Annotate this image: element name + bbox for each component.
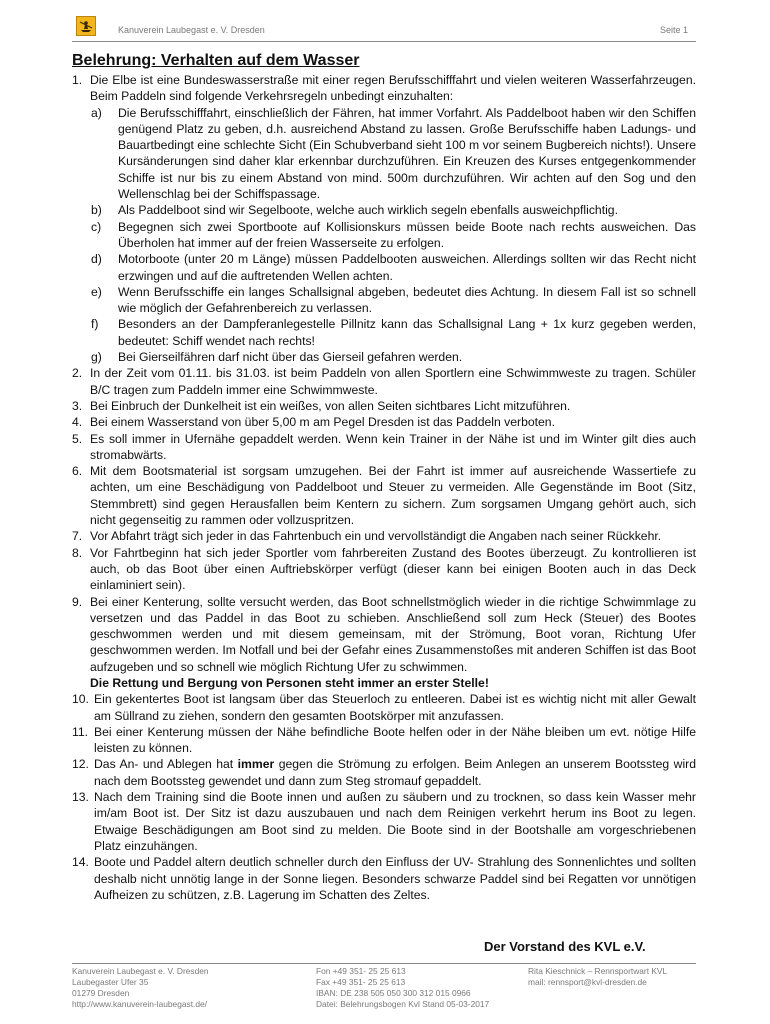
item-text: Die Elbe ist eine Bundeswasserstraße mit einer regen Berufsschifffahrt und vielen weiteren Wasserfahrzeugen. Beim Paddeln sind folgende Verkehrsregeln unbedingt einzuhalten: xyxy=(90,73,696,104)
item-number: 12. xyxy=(72,757,89,772)
list-item xyxy=(72,398,696,414)
sub-item xyxy=(90,202,696,218)
item-number: 8. xyxy=(72,545,83,560)
signature: Der Vorstand des KVL e.V. xyxy=(484,939,646,954)
item-text: Mit dem Bootsmaterial ist sorgsam umzugehen. Bei der Fahrt ist immer auf ausreichende Wassertiefe zu achten, um eine Beschädigung von Paddelboot und Steuer zu vermeiden. Alle Gegenstände im Boot (Sitz, Stemmbrett) sind gegen Herausfallen beim Kentern zu sichern. Zum sorgsamen Umgang gehört auch, sich nicht gegenseitig zu rammen oder vollzuspritzen. xyxy=(90,464,696,528)
sub-letter: e) xyxy=(91,284,102,299)
item-number: 3. xyxy=(72,398,83,413)
list-item xyxy=(72,463,696,528)
sub-item xyxy=(90,105,696,203)
footer-divider xyxy=(72,963,696,964)
list-item xyxy=(72,724,696,757)
footer-line: Kanuverein Laubegast e. V. Dresden xyxy=(72,966,209,976)
list-item xyxy=(72,72,696,365)
sub-text: Als Paddelboot sind wir Segelboote, welche auch wirklich segeln ebenfalls ausweichpflichtig. xyxy=(118,203,618,218)
sub-letter: c) xyxy=(91,219,102,234)
sub-text: Wenn Berufsschiffe ein langes Schallsignal abgeben, bedeutet dies Achtung. In diesem Fall ist so schnell wie möglich der Gefahrenbereich zu verlassen. xyxy=(118,284,696,316)
kvl-logo-icon xyxy=(76,16,96,36)
item-number: 9. xyxy=(72,594,83,609)
list-item xyxy=(72,365,696,398)
footer-line: Fax +49 351- 25 25 613 xyxy=(316,977,406,987)
sub-text: Bei Gierseilfähren darf nicht über das Gierseil gefahren werden. xyxy=(118,350,463,365)
item-text: Bei Einbruch der Dunkelheit ist ein weißes, von allen Seiten sichtbares Licht mitzuführen. xyxy=(90,398,571,413)
page-number: Seite 1 xyxy=(659,25,688,35)
item-text: Boote und Paddel altern deutlich schneller durch den Einfluss der UV- Strahlung des Sonnenlichtes und sollten deshalb nicht unnötig lange in der Sonne liegen. Besonders schwarze Paddel sind bei Regatten vor unnötigen Aufheizen zu schützen, z.B. Lagerung im Schatten des Zeltes. xyxy=(94,855,696,902)
item-number: 14. xyxy=(72,855,89,870)
footer-line: 01279 Dresden xyxy=(72,988,130,998)
item-emphasis: immer xyxy=(237,757,275,772)
footer-email-link[interactable]: mail: rennsport@kvl-dresden.de xyxy=(528,977,647,987)
item-emphasis: Die Rettung und Bergung von Personen steht immer an erster Stelle! xyxy=(90,675,489,690)
sub-text: Begegnen sich zwei Sportboote auf Kollisionskurs müssen beide Boote nach rechts ausweichen. Das Überholen hat immer auf der freien Wasserseite zu erfolgen. xyxy=(118,219,696,250)
item-number: 5. xyxy=(72,431,83,446)
item-text: In der Zeit vom 01.11. bis 31.03. ist beim Paddeln von allen Sportlern eine Schwimmweste zu tragen. Schüler B/C tragen zum Paddeln immer eine Schwimmweste. xyxy=(90,366,696,397)
item-text: Bei einer Kenterung, sollte versucht werden, das Boot schnellstmöglich wieder in die richtige Schwimmlage zu versetzen und das Paddel in das Boot zu schieben. Anschließend soll zum Heck (Steuer) des Bootes geschwommen werden und mit diesem gemeinsam, mit der Strömung, Boot voran, Richtung Ufer geschwommen werden. Im Notfall und bei der Gefahr eines Zusammenstoßes mit anderen Schiffen ist das Boot aufzugeben und so schnell wie möglich Richtung Ufer zu schwimmen. xyxy=(90,594,696,674)
sub-item xyxy=(90,251,696,284)
item-text: Vor Abfahrt trägt sich jeder in das Fahrtenbuch ein und vervollständigt die Angaben nach seiner Rückkehr. xyxy=(90,529,662,544)
item-number: 6. xyxy=(72,464,83,479)
item-number: 4. xyxy=(72,415,83,430)
list-item xyxy=(72,789,696,854)
list-item xyxy=(72,594,696,692)
footer-address xyxy=(72,966,209,1010)
sub-item xyxy=(90,316,696,349)
item-text: Vor Fahrtbeginn hat sich jeder Sportler vom fahrbereiten Zustand des Bootes überzeugt. Zu kontrollieren ist auch, ob das Boot über einen Auftriebskörper verfügt (dieser kann bei einigen Booten auch in das Deck einlaminiert sein). xyxy=(90,545,696,593)
list-item xyxy=(72,431,696,464)
rules-list xyxy=(72,72,696,903)
sub-item xyxy=(90,284,696,317)
list-item xyxy=(72,528,696,544)
sub-letter: g) xyxy=(91,350,102,365)
header-org: Kanuverein Laubegast e. V. Dresden xyxy=(118,25,265,35)
footer-person xyxy=(528,966,667,988)
sub-letter: f) xyxy=(91,317,99,332)
item-text: Ein gekentertes Boot ist langsam über das Steuerloch zu entleeren. Dabei ist es wichtig nicht mit aller Gewalt am Süllrand zu ziehen, sondern den gesamten Bootskörper mit anzufassen. xyxy=(94,692,696,723)
item-number: 7. xyxy=(72,529,83,544)
sub-list xyxy=(90,105,696,366)
rules-content xyxy=(72,72,696,903)
list-item xyxy=(72,691,696,724)
sub-letter: d) xyxy=(91,252,102,267)
item-number: 13. xyxy=(72,790,89,805)
item-number: 11. xyxy=(72,724,89,739)
item-text: Bei einem Wasserstand von über 5,00 m am Pegel Dresden ist das Paddeln verboten. xyxy=(90,415,555,430)
header-divider xyxy=(72,41,696,42)
sub-letter: a) xyxy=(91,105,102,120)
footer-line: Datei: Belehrungsbogen Kvl Stand 05-03-2017 xyxy=(316,999,490,1009)
item-text-pre: Das An- und Ablegen hat xyxy=(94,757,238,772)
list-item xyxy=(72,854,696,903)
list-item xyxy=(72,414,696,430)
footer-line: IBAN: DE 238 505 050 300 312 015 0966 xyxy=(316,988,471,998)
sub-item xyxy=(90,219,696,252)
sub-item xyxy=(90,349,696,365)
item-text-post: gegen die Strömung zu erfolgen. Beim Anlegen an unserem Bootssteg wird nach dem Bootssteg gewendet und dann zum Steg stromauf gepaddelt. xyxy=(94,757,696,788)
sub-text: Die Berufsschifffahrt, einschließlich der Fähren, hat immer Vorfahrt. Als Paddelboot haben wir den Schiffen genügend Platz zu geben, d.h. ausreichend Abstand zu lassen. Große Berufsschiffe haben Ladungs- und Bauartbedingt eine schlechte Sicht (Ein Schubverband sieht 100 m vor seinem Bugbereich nichts!). Unsere Kursänderungen sind daher klar erkennbar durchzuführen. Ein Kreuzen des Kurses entgegenkommender Schiffe ist nur bis zu einem Abstand von mind. 500m durchzuführen. Wir achten auf den Sog und den Wellenschlag bei der Schiffspassage. xyxy=(118,105,696,202)
sub-text: Besonders an der Dampferanlegestelle Pillnitz kann das Schallsignal Lang + 1x kurz gegeben werden, bedeutet: Schiff wendet nach rechts! xyxy=(118,317,696,348)
page-header xyxy=(72,16,696,38)
sub-letter: b) xyxy=(91,203,102,218)
list-item xyxy=(72,756,696,789)
footer-website-link[interactable]: http://www.kanuverein-laubegast.de/ xyxy=(72,999,208,1009)
list-item xyxy=(72,545,696,594)
item-text: Bei einer Kenterung müssen der Nähe befindliche Boote helfen oder in der Nähe bleiben um evt. nötige Hilfe leisten zu können. xyxy=(94,724,696,756)
footer-line: Fon +49 351- 25 25 613 xyxy=(316,966,406,976)
item-number: 1. xyxy=(72,73,83,87)
item-number: 2. xyxy=(72,366,83,381)
item-text: Es soll immer in Ufernähe gepaddelt werden. Wenn kein Trainer in der Nähe ist und im Winter gilt dies auch stromabwärts. xyxy=(90,431,696,462)
footer-line: Laubegaster Ufer 35 xyxy=(72,977,149,987)
footer-line: Rita Kieschnick – Rennsportwart KVL xyxy=(528,966,668,976)
page-title: Belehrung: Verhalten auf dem Wasser xyxy=(72,52,360,69)
item-number: 10. xyxy=(72,692,89,707)
item-text: Nach dem Training sind die Boote innen und außen zu säubern und zu trocknen, so dass kein Wasser mehr im/am Boot ist. Der Sitz ist dazu auszubauen und nach dem Reinigen verkehrt herum ins Boot zu legen. Etwaige Beschädigungen am Boot sind zu melden. Die Boote sind in der Bootshalle am vorgeschriebenen Platz einzuhängen. xyxy=(94,790,696,853)
sub-text: Motorboote (unter 20 m Länge) müssen Paddelbooten ausweichen. Allerdings sollten wir das Recht nicht erzwingen und auf die auftretenden Wellen achten. xyxy=(118,252,696,283)
footer-contact xyxy=(316,966,489,1010)
